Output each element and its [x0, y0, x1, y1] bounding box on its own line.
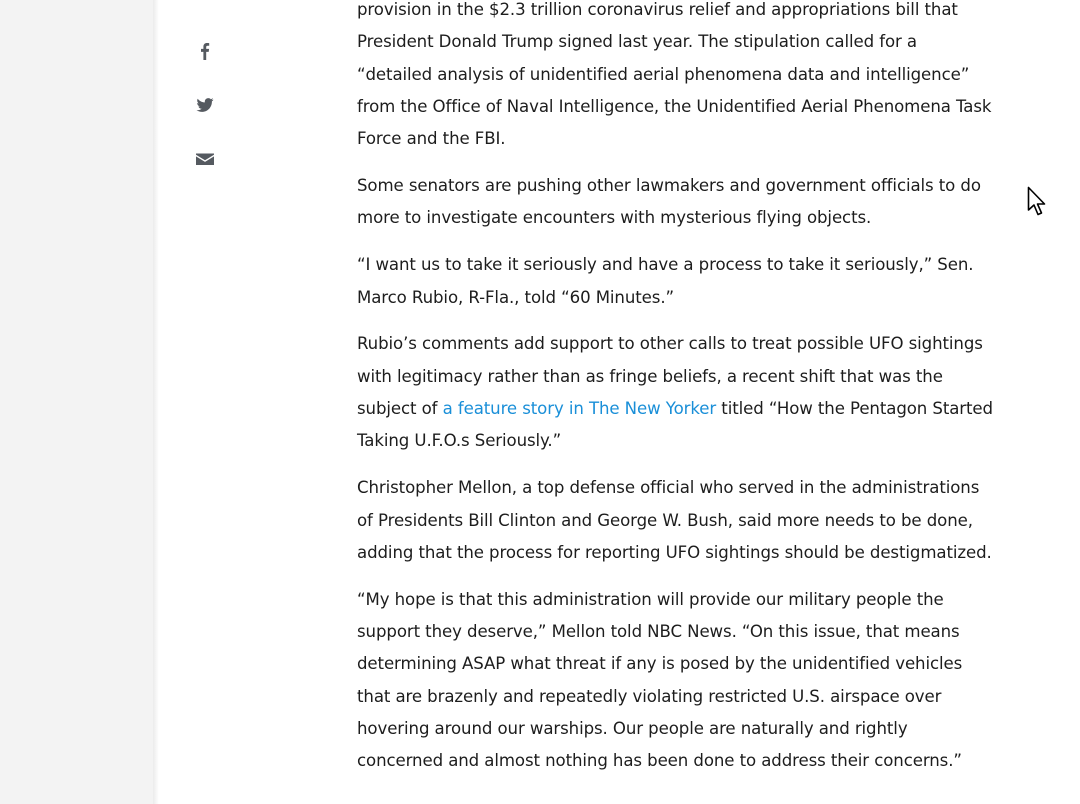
article-paragraph-5: Christopher Mellon, a top defense official who served in the administrations of Presidents Bill Clinton and George W. Bush, said more needs to be done, adding that the process for reporting UFO sightings should be destigmatized. — [357, 478, 992, 562]
article-paragraph-3: “I want us to take it seriously and have a process to take it seriously,” Sen. Marco Rubio, R-Fla., told “60 Minutes.” — [357, 255, 974, 307]
article-paragraph-1: provision in the $2.3 trillion coronavirus relief and appropriations bill that President Donald Trump signed last year. The stipulation called for a “detailed analysis of unidentified aerial phenomena data and intelligence” from the Office of Naval Intelligence, the Unidentified Aerial Phenomena Task Force and the FBI. — [357, 0, 992, 149]
facebook-icon — [192, 38, 218, 64]
article-paragraph-4 — [357, 328, 997, 457]
mouse-cursor-icon — [1027, 186, 1047, 218]
paragraph-4-text-after: titled “How the Pentagon Started Taking U.F.O.s Seriously.” — [357, 399, 993, 451]
email-share-button[interactable] — [192, 146, 218, 172]
article-paragraph-2: Some senators are pushing other lawmakers and government officials to do more to investigate encounters with mysterious flying objects. — [357, 176, 981, 228]
share-rail — [192, 38, 218, 200]
new-yorker-feature-link[interactable]: a feature story in The New Yorker — [442, 399, 717, 419]
article-paragraph-6: “My hope is that this administration will provide our military people the support they deserve,” Mellon told NBC News. “On this issue, that means determining ASAP what threat if any is posed by the unidentified vehicles that are brazenly and repeatedly violating restricted U.S. airspace over hovering around our warships. Our people are naturally and rightly concerned and almost nothing has been done to address their concerns.” — [357, 589, 963, 771]
paragraph-4-text-before: Rubio’s comments add support to other calls to treat possible UFO sightings with legitimacy rather than as fringe beliefs, a recent shift that was the subject of — [357, 334, 983, 419]
left-gutter — [0, 0, 153, 804]
facebook-share-button[interactable] — [192, 38, 218, 64]
twitter-icon — [192, 92, 218, 118]
twitter-share-button[interactable] — [192, 92, 218, 118]
article-body — [357, 0, 997, 792]
email-icon — [192, 146, 218, 172]
